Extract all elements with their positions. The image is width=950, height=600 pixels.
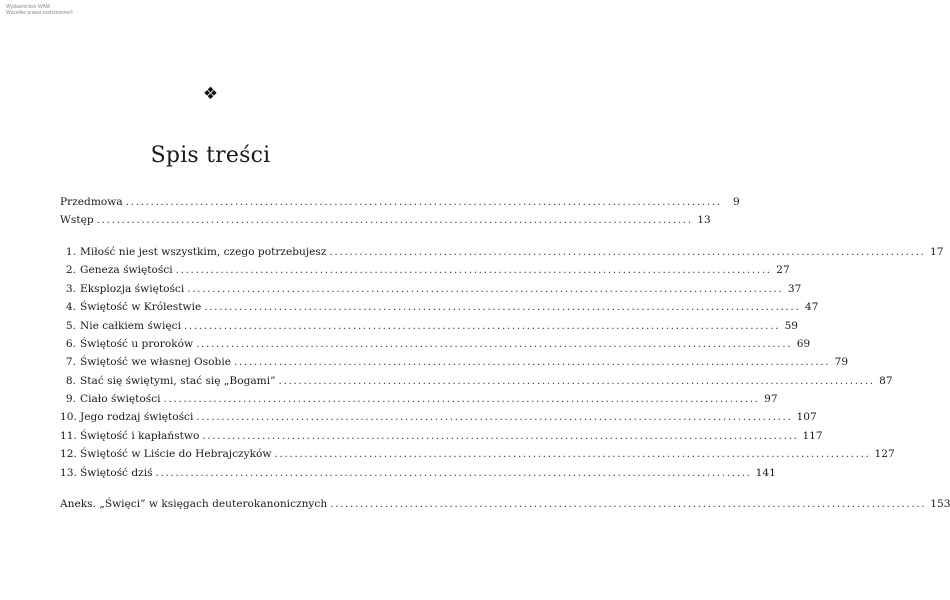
- ornament-icon: ❖: [202, 84, 219, 104]
- page-number: 9: [732, 196, 740, 208]
- entry-title: Geneza świętości: [80, 264, 173, 277]
- toc-back-matter: [60, 495, 950, 513]
- toc-entry[interactable]: [60, 464, 776, 482]
- chapter-number: 2.: [65, 264, 76, 277]
- toc-entry[interactable]: [60, 335, 811, 353]
- dot-leader: ........................................................................................................................: [204, 301, 801, 314]
- page-number: 13: [697, 214, 711, 227]
- entry-title: Jego rodzaj świętości: [80, 411, 194, 424]
- copyright-notice: Wszelkie prawa zastrzeżone©: [6, 10, 74, 16]
- entry-title: Świętość u proroków: [80, 337, 194, 350]
- toc-front-matter: [60, 193, 740, 230]
- toc-chapters: [60, 243, 944, 482]
- page-number: 17: [930, 245, 944, 258]
- toc-entry[interactable]: [60, 427, 823, 445]
- table-of-contents: [60, 193, 950, 514]
- chapter-number: 10.: [60, 411, 77, 424]
- dot-leader: ........................................................................................................................: [96, 214, 693, 227]
- toc-entry[interactable]: [60, 261, 790, 279]
- page-number: 69: [796, 337, 811, 350]
- publisher-watermark: [6, 4, 73, 16]
- toc-entry[interactable]: [60, 280, 802, 298]
- page-number: 79: [834, 356, 849, 369]
- toc-entry[interactable]: [60, 390, 778, 408]
- chapter-number: 9.: [65, 393, 76, 406]
- toc-entry[interactable]: [60, 193, 740, 211]
- entry-title: Świętość we własnej Osobie: [80, 356, 231, 369]
- chapter-number: 12.: [60, 448, 77, 461]
- chapter-number: 13.: [60, 466, 77, 479]
- toc-entry[interactable]: [60, 372, 893, 390]
- publisher-name: Wydawnictwo WAM: [6, 4, 50, 10]
- entry-title: Świętość dziś: [80, 466, 153, 479]
- dot-leader: ........................................................................................................................: [330, 498, 927, 511]
- chapter-number: 4.: [65, 301, 76, 314]
- page-number: 47: [804, 301, 819, 314]
- entry-title: Świętość w Liście do Hebrajczyków: [80, 448, 272, 461]
- entry-title: Przedmowa: [60, 196, 123, 208]
- entry-title: Świętość w Królestwie: [80, 301, 202, 314]
- chapter-number: 6.: [65, 337, 76, 350]
- dot-leader: ........................................................................................................................: [202, 429, 799, 442]
- toc-entry[interactable]: [60, 211, 711, 229]
- page-number: 37: [787, 282, 802, 295]
- entry-title: Stać się świętymi, stać się „Bogami”: [80, 374, 276, 387]
- page-number: 59: [784, 319, 799, 332]
- page-number: 97: [764, 393, 778, 406]
- page-title: Spis treści: [150, 143, 271, 168]
- entry-title: Nie całkiem święci: [80, 319, 181, 332]
- toc-entry[interactable]: [60, 445, 895, 463]
- dot-leader: ........................................................................................................................: [234, 356, 831, 369]
- entry-title: Aneks. „Święci” w księgach deuterokanonicznych: [60, 498, 328, 511]
- entry-title: Świętość i kapłaństwo: [80, 429, 200, 442]
- dot-leader: ........................................................................................................................: [274, 448, 871, 461]
- dot-leader: ........................................................................................................................: [125, 196, 722, 208]
- dot-leader: ........................................................................................................................: [155, 466, 752, 479]
- chapter-number: 5.: [65, 319, 76, 332]
- page-number: 127: [874, 448, 895, 461]
- toc-entry[interactable]: [60, 408, 817, 426]
- dot-leader: ........................................................................................................................: [329, 245, 926, 258]
- chapter-number: 8.: [65, 374, 76, 387]
- dot-leader: ........................................................................................................................: [196, 337, 793, 350]
- entry-title: Ciało świętości: [80, 393, 161, 406]
- entry-title: Eksplozja świętości: [80, 282, 185, 295]
- chapter-number: 3.: [65, 282, 76, 295]
- page-number: 107: [796, 411, 817, 424]
- toc-entry[interactable]: [60, 298, 819, 316]
- page-number: 141: [755, 466, 776, 479]
- page-number: 27: [776, 264, 790, 277]
- entry-title: Miłość nie jest wszystkim, czego potrzebujesz: [80, 245, 327, 258]
- toc-entry[interactable]: [60, 243, 944, 261]
- page-number: 153: [930, 498, 950, 511]
- dot-leader: ........................................................................................................................: [183, 319, 781, 332]
- chapter-number: 1.: [65, 245, 76, 258]
- entry-title: Wstęp: [60, 214, 94, 227]
- toc-entry[interactable]: [60, 317, 799, 335]
- chapter-number: 7.: [65, 356, 76, 369]
- dot-leader: ........................................................................................................................: [175, 264, 772, 277]
- chapter-number: 11.: [60, 429, 77, 442]
- dot-leader: ........................................................................................................................: [163, 393, 760, 406]
- dot-leader: ........................................................................................................................: [278, 374, 875, 387]
- toc-entry[interactable]: [60, 353, 849, 371]
- dot-leader: ........................................................................................................................: [196, 411, 793, 424]
- page-number: 87: [879, 374, 893, 387]
- page-number: 117: [802, 429, 823, 442]
- dot-leader: ........................................................................................................................: [187, 282, 784, 295]
- toc-entry[interactable]: [60, 495, 950, 513]
